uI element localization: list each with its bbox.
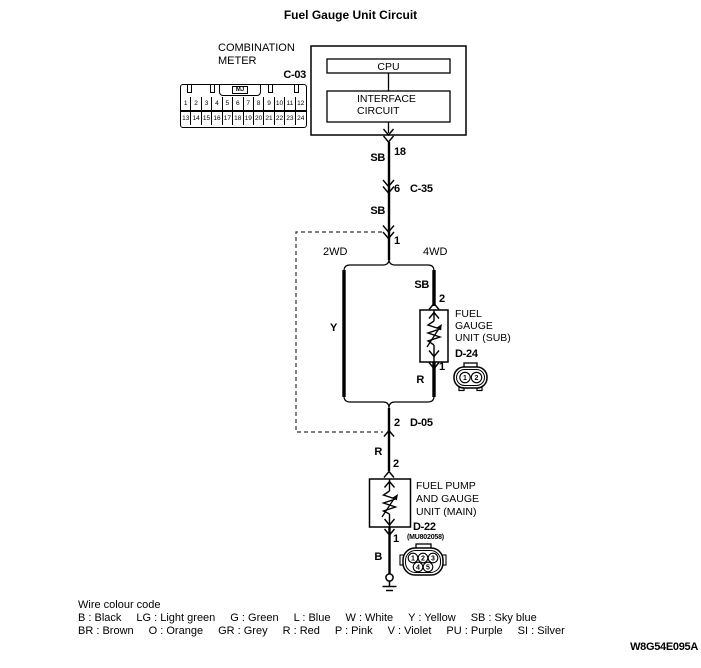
c03-pin-4: 4: [212, 97, 222, 111]
legend-item-L: L : Blue: [293, 612, 331, 624]
c03-pin-18: 18: [233, 111, 243, 125]
legend-item-O: O : Orange: [148, 625, 204, 637]
c03-pin-24: 24: [296, 111, 306, 125]
c03-pin-19: 19: [244, 111, 254, 125]
figure-code: W8G54E095A: [630, 641, 698, 653]
cpu-label: CPU: [377, 60, 400, 73]
fuel-pump-main-line1: FUEL PUMP: [416, 480, 476, 492]
c03-pin-9: 9: [264, 97, 274, 111]
c03-pin-16: 16: [212, 111, 222, 125]
d22-pin-label-1: 1: [411, 555, 415, 563]
c03-pin-12: 12: [296, 97, 306, 111]
wire-color-sb-3: SB: [414, 279, 429, 291]
c03-pin-row-2: [181, 111, 306, 125]
c03-pin-23: 23: [285, 111, 295, 125]
fuel-gauge-sub-line1: FUEL: [455, 308, 482, 320]
c03-pin-11: 11: [285, 97, 295, 111]
combination-meter-label-line1: COMBINATION: [218, 42, 295, 54]
legend-item-SB: SB : Sky blue: [470, 612, 537, 624]
part-number-mu802058: (MU802058): [407, 534, 444, 541]
wire-color-r-2: R: [374, 446, 382, 458]
c03-mj-label: MJ: [232, 86, 248, 94]
combination-meter-label-line2: METER: [218, 55, 257, 67]
legend-item-LG: LG : Light green: [136, 612, 216, 624]
c03-tab-4: [294, 85, 299, 93]
c03-pin-7: 7: [244, 97, 254, 111]
legend-item-W: W : White: [345, 612, 394, 624]
d22-pin-label-3: 3: [431, 555, 435, 563]
pin-1-sub: 1: [439, 361, 445, 373]
fuel-pump-main-line2: AND GAUGE: [416, 493, 480, 505]
c03-tab-1: [187, 85, 192, 93]
fuel-pump-main-line3: UNIT (MAIN): [416, 506, 477, 518]
legend-item-B: B : Black: [78, 612, 122, 624]
c03-pin-6: 6: [233, 97, 243, 111]
legend-item-P: P : Pink: [334, 625, 373, 637]
c03-pin-1: 1: [181, 97, 191, 111]
legend-item-BR: BR : Brown: [78, 625, 134, 637]
wire-color-y: Y: [329, 322, 337, 334]
wire-color-sb-1: SB: [370, 152, 385, 164]
connector-code-d05: D-05: [410, 417, 433, 429]
pin-6: 6: [394, 183, 400, 195]
pin-2-d05: 2: [394, 417, 400, 429]
c03-pin-21: 21: [264, 111, 274, 125]
c03-pin-3: 3: [202, 97, 212, 111]
c03-tab-2: [210, 85, 215, 93]
c03-pin-17: 17: [223, 111, 233, 125]
d22-pin-label-2: 2: [421, 555, 425, 563]
wire-color-sb-2: SB: [370, 205, 385, 217]
fuel-gauge-sub-line3: UNIT (SUB): [455, 332, 511, 344]
legend-item-Y: Y : Yellow: [408, 612, 456, 624]
wire-color-b: B: [374, 551, 382, 563]
pin-1-junction: 1: [394, 235, 400, 247]
c03-center-tab: [219, 85, 261, 96]
d24-pin-label-1: 1: [463, 375, 467, 383]
interface-circuit-line2: CIRCUIT: [357, 105, 400, 117]
c03-pin-10: 10: [275, 97, 285, 111]
d22-pin-label-4: 4: [416, 564, 420, 572]
diagram-title: Fuel Gauge Unit Circuit: [283, 8, 418, 22]
d22-pin-label-5: 5: [426, 564, 430, 572]
legend-title: Wire colour code: [78, 599, 161, 611]
legend-row-1: [78, 612, 552, 624]
d24-pin-label-2: 2: [474, 375, 479, 383]
legend-item-PU: PU : Purple: [446, 625, 503, 637]
ground-icon: [383, 574, 397, 591]
c03-pin-15: 15: [202, 111, 212, 125]
c03-pin-22: 22: [275, 111, 285, 125]
variable-resistor-main: [382, 491, 398, 517]
connector-code-d22: D-22: [413, 521, 436, 533]
legend-item-R: R : Red: [282, 625, 320, 637]
connector-code-c35: C-35: [410, 183, 433, 195]
branch-label-4wd: 4WD: [423, 246, 448, 258]
c03-pin-2: 2: [191, 97, 201, 111]
pin-1-main: 1: [393, 533, 399, 545]
c03-pin-row-1: [181, 97, 306, 111]
legend-item-G: G : Green: [230, 612, 279, 624]
legend-item-SI: SI : Silver: [517, 625, 565, 637]
pin-2-sub: 2: [439, 293, 445, 305]
pin-18: 18: [394, 146, 406, 158]
d22-connector-icon: [400, 544, 446, 575]
d24-connector-icon: [454, 363, 487, 391]
c03-pin-8: 8: [254, 97, 264, 111]
fuel-gauge-sub-line2: GAUGE: [455, 320, 493, 332]
connector-code-d24: D-24: [455, 348, 478, 360]
wire-color-r-1: R: [416, 374, 424, 386]
c03-pin-5: 5: [223, 97, 233, 111]
c03-pin-grid: [181, 97, 306, 125]
interface-circuit-line1: INTERFACE: [357, 93, 416, 105]
legend-row-2: [78, 625, 580, 637]
pin-2-main: 2: [393, 458, 399, 470]
legend-item-V: V : Violet: [387, 625, 432, 637]
c03-pin-13: 13: [181, 111, 191, 125]
legend-item-GR: GR : Grey: [218, 625, 268, 637]
branch-label-2wd: 2WD: [323, 246, 348, 258]
c03-connector-face: [180, 84, 307, 128]
c03-pin-20: 20: [254, 111, 264, 125]
connector-code-c03: C-03: [283, 69, 306, 81]
c03-tab-3: [268, 85, 273, 93]
variable-resistor-sub: [427, 321, 442, 347]
c03-pin-14: 14: [191, 111, 201, 125]
